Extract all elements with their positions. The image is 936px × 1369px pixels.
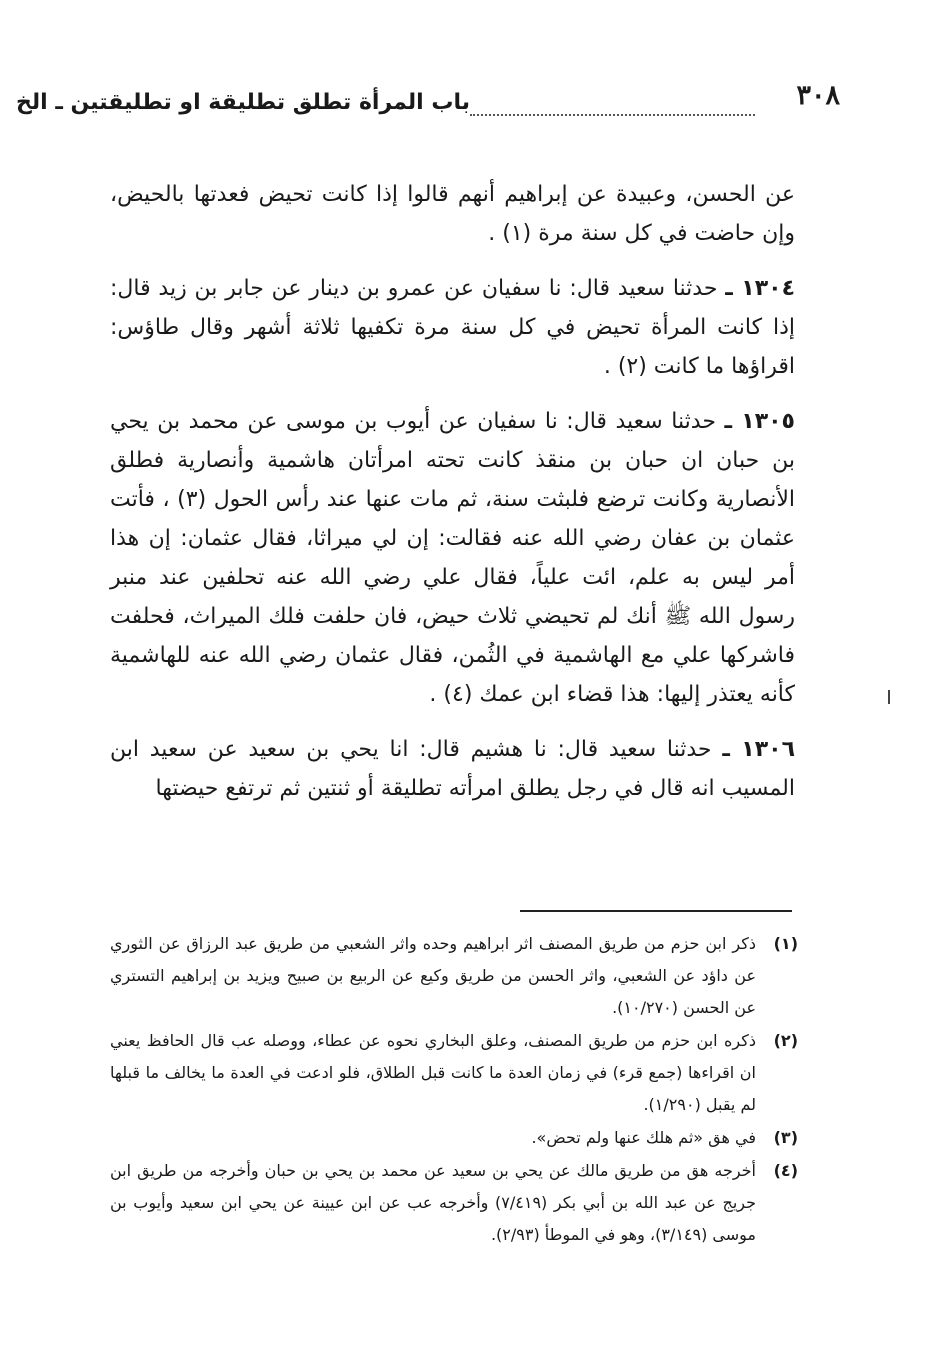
main-text [110, 175, 795, 824]
footnote-text: ذكر ابن حزم من طريق المصنف اثر ابراهيم وحده واثر الشعبي من طريق عبد الرزاق عن الثوري عن داؤد عن الشعبي، واثر الحسن من طريق وكيع عن الربيع بن صبيح ويزيد بن إبراهيم التستري عن الحسن (١٠/٢٧٠). [110, 934, 756, 1017]
header-dotted-rule [470, 114, 755, 116]
footnote-mark: (٢) [773, 1031, 798, 1050]
footnote-mark: (١) [773, 934, 798, 953]
footnotes [110, 928, 798, 1252]
paragraph-text: عن الحسن، وعبيدة عن إبراهيم أنهم قالوا إذا كانت تحيض فعدتها بالحيض، وإن حاضت في كل سنة مرة (١) . [110, 182, 795, 246]
hadith-number: ١٣٠٥ ـ [724, 409, 795, 434]
hadith-text: حدثنا سعيد قال: نا سفيان عن أيوب بن موسى عن محمد بن يحي بن حبان ان حبان بن منقذ كانت تحته امرأتان هاشمية وأنصارية فطلق الأنصارية وكانت ترضع فلبثت سنة، ثم مات عنها عند رأس الحول (٣) ، فأتت عثمان بن عفان رضي الله عنه فقالت: إن لي ميراثا، فقال عثمان: إن هذا أمر ليس به علم، ائت علياً، فقال علي رضي الله عنه تحلفين عند منبر رسول الله ﷺ أنك لم تحيضي ثلاث حيض، فان حلفت فلك الميراث، فحلفت فاشركها علي مع الهاشمية في الثُمن، فقال عثمان رضي الله عنه للهاشمية كأنه يعتذر إليها: هذا قضاء ابن عمك (٤) . [110, 409, 795, 707]
footnote-1 [110, 928, 798, 1024]
footnote-mark: (٤) [773, 1161, 798, 1180]
footnote-text: في هق «ثم هلك عنها ولم تحض». [531, 1128, 756, 1147]
hadith-1304 [110, 269, 795, 386]
margin-mark [888, 690, 890, 704]
hadith-number: ١٣٠٤ ـ [725, 276, 796, 301]
hadith-text: حدثنا سعيد قال: نا سفيان عن عمرو بن دينار عن جابر بن زيد قال: إذا كانت المرأة تحيض في كل سنة مرة تكفيها ثلاثة أشهر وقال طاؤس: اقراؤها ما كانت (٢) . [110, 276, 795, 379]
footnote-4 [110, 1155, 798, 1251]
footnote-text: أخرجه هق من طريق مالك عن يحي بن سعيد عن محمد بن يحي بن حبان وأخرجه من طريق ابن جريج عن عبد الله بن أبي بكر (٧/٤١٩) وأخرجه عب عن ابن عيينة عن يحي ابن سعيد وأيوب بن موسى (٣/١٤٩)، وهو في الموطأ (٢/٩٣). [110, 1161, 756, 1244]
page-number: ٣٠٨ [796, 80, 840, 111]
hadith-1305 [110, 402, 795, 714]
running-title: باب المرأة تطلق تطليقة او تطليقتين ـ الخ [16, 90, 470, 115]
footnote-text: ذكره ابن حزم من طريق المصنف، وعلق البخاري نحوه عن عطاء، ووصله عب قال الحافظ يعني ان اقراءها (جمع قرء) في زمان العدة ما كانت قبل الطلاق، فلو ادعت في العدة ما يخالف ما قبلها لم يقبل (١/٢٩٠). [110, 1031, 756, 1114]
hadith-1306 [110, 730, 795, 808]
footnote-3 [110, 1122, 798, 1154]
hadith-text: حدثنا سعيد قال: نا هشيم قال: انا يحي بن سعيد عن سعيد ابن المسيب انه قال في رجل يطلق امرأته تطليقة أو ثنتين ثم ترتفع حيضتها [110, 737, 795, 801]
hadith-number: ١٣٠٦ ـ [722, 737, 795, 762]
paragraph-continuation [110, 175, 795, 253]
footnote-2 [110, 1025, 798, 1121]
footnote-mark: (٣) [773, 1128, 798, 1147]
footnote-separator [520, 910, 792, 912]
